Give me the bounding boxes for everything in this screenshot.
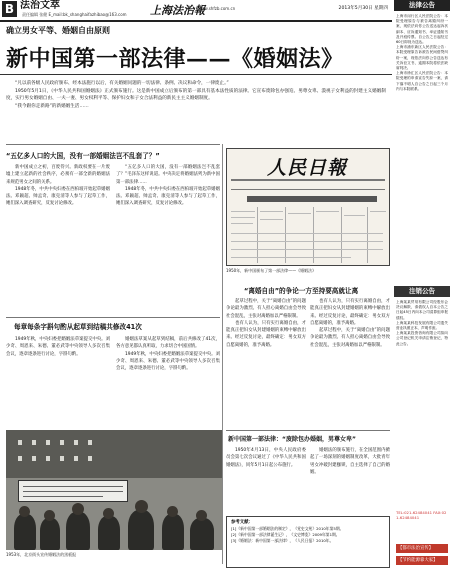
- reference-title: 参考文献：: [231, 520, 253, 525]
- section4-column1: [226, 447, 306, 513]
- staff-line: 责任编辑 张健 E_mail:bk_shanghaifazhibao@163.com: [22, 12, 127, 17]
- cancellation-item: 上海某某贸易有限公司经股东会决议解散，请债权人自本公告之日起45日内向本公司清算组申报债权。: [396, 300, 448, 320]
- sidebar-title: 法律公告: [394, 0, 450, 11]
- column-divider: [222, 144, 223, 564]
- newspaper-logo: 人民日報: [267, 157, 348, 179]
- blackboard-sign: [18, 480, 128, 502]
- reference-item: [1]《新中国第一部婚姻法的制定》，《党史文苑》2010年第5期。: [231, 526, 344, 531]
- notice-list: [396, 14, 448, 284]
- notice-item: 上海市闵行区人民法院公告：本院受理原告与被告离婚纠纷一案，现依法向你公告送达起诉状副本、应诉通知书、举证通知书及开庭传票。自公告之日起经过60日即视为送达。: [396, 14, 448, 45]
- promo-tag[interactable]: 【节约能源靠大家】: [396, 556, 448, 565]
- article-paragraph: 1948年冬，中共中央妇委在西柏坡开始起草婚姻法。邓颖超、帅孟奇、康克清等人参与了起草工作，她们深入调查研究，反复讨论修改。: [6, 186, 110, 207]
- street-photo-caption: 1953年，北京街头宣传婚姻法的黑板报: [6, 552, 77, 557]
- contact-code: TEL:021-62484041 FAX:021-62484041: [396, 510, 447, 521]
- article-paragraph: 起草过程中，关于“离婚自由”的问题争论最为激烈。有人担心离婚自由会导致社会混乱，主张对离婚加以严格限制。: [310, 328, 390, 348]
- article-paragraph: 婚姻法的颁布施行，在全国范围内掀起了一场深刻的婚姻制度改革，大批青年男女冲破封建枷锁，自主选择了自己的婚姻。: [310, 448, 390, 475]
- front-page-photo-caption: 1950年，新中国颁布了第一部法律——《婚姻法》: [226, 268, 317, 273]
- page-headline: 新中国第一部法律——《婚姻法》: [6, 46, 344, 72]
- reference-item: [2]《新中国第一部法律诞生记》，《文史博览》2009年第1期。: [231, 532, 340, 537]
- section1-column1: [6, 164, 110, 314]
- section4-column2: [310, 447, 390, 513]
- divider: [6, 144, 220, 145]
- article-paragraph: 也有人认为，只有实行离婚自由，才能真正把妇女从封建婚姻的束缚中解放出来。经过反复讨论，最终确定：男女双方自愿离婚的，准予离婚。: [310, 299, 390, 326]
- article-paragraph: 婚姻法草案从起草到结稿，前后共修改了41次，各方意见都认真听取，力求切合中国国情。: [116, 337, 220, 350]
- masthead-rule: [0, 20, 392, 22]
- section3-column2: [310, 298, 390, 428]
- headline-kicker: 确立男女平等、婚姻自由原则: [6, 26, 110, 35]
- notice-item: 上海市浦东新区人民法院公告：本院受理原告诉被告民间借贷纠纷一案，现依法向你公告送达有关诉讼文书，逾期本院将依法缺席判决。: [396, 45, 448, 71]
- masthead: [0, 0, 392, 20]
- paper-logo: 上海法治報: [150, 4, 205, 17]
- section1-column2: [116, 164, 220, 314]
- divider: [226, 430, 390, 431]
- promo-tag[interactable]: 【都市法治宣传】: [396, 544, 448, 553]
- page-letter: B: [2, 1, 17, 17]
- lede-paragraph: 1950年5月1日，《中华人民共和国婚姻法》正式颁布施行。这是新中国成立后颁布的第一部具有基本法性质的法律。它宣布废除包办强迫、男尊女卑、漠视子女利益的封建主义婚姻制度，实行男女婚姻自由、一夫一妻、男女权利平等、保护妇女和子女合法利益的新民主主义婚姻制度。: [6, 88, 386, 102]
- cancellation-list: [396, 300, 448, 506]
- section1-title: “五亿多人口的大国，没有一部婚姻法岂不乱套了？”: [6, 152, 160, 160]
- article-paragraph: “五亿多人口的大国，没有一部婚姻法岂不乱套了？”毛泽东这样说道。中央决定将婚姻法列为新中国第一部法律……: [116, 165, 220, 185]
- divider: [6, 317, 220, 318]
- reference-item: [3]《婚姻法：新中国第一部法律》，《人民日报》2010年。: [231, 538, 334, 543]
- sidebar-title-cancellation: 注销公告: [394, 286, 450, 297]
- section3-column1: [226, 298, 306, 428]
- article-paragraph: 1949年秋，中央妇委把婚姻法草案提交中央。刘少奇、周恩来、朱德、董必武等中央领导人多次召集会议，逐章逐条进行讨论，字斟句酌。: [116, 351, 220, 372]
- notice-item: 上海市徐汇区人民法院公告：本院受理的申请宣告失踪一案，请下落不明人自公告之日起三个月内与本院联系。: [396, 71, 448, 91]
- section3-title: “离婚自由”的争论一方至持要高就让离: [244, 287, 359, 295]
- section2-title: 每章每条字斟句酌从起草到结稿共修改41次: [14, 323, 142, 331]
- article-paragraph: 1949年秋，中央妇委把婚姻法草案提交中央。刘少奇、周恩来、朱德、董必武等中央领导人多次召集会议，逐章逐条进行讨论，字斟句酌。: [6, 337, 110, 357]
- reference-box: [226, 516, 390, 568]
- article-paragraph: 新中国成立之初，百废待兴。新政权要在一片废墟上建立起新的社会秩序，必须有一部全新的婚姻法来规范男女之间的关系。: [6, 165, 110, 185]
- newspaper-front-page-photo: [226, 148, 390, 266]
- cancellation-item: 上海某某科技发展有限公司遗失营业执照正本，声明作废。: [396, 320, 448, 331]
- headline-rule: [0, 74, 392, 75]
- article-paragraph: 起草过程中，关于“离婚自由”的问题争论最为激烈。有人担心离婚自由会导致社会混乱，主张对离婚加以严格限制。: [226, 299, 306, 319]
- cancellation-item: 上海某某投资咨询有限公司拟向公司登记机关申请注销登记，特此公告。: [396, 331, 448, 346]
- issue-date: 2013年5月30日 星期四: [338, 6, 388, 11]
- lede-paragraph: “我今跟你走新路”的新婚姻生活……: [15, 103, 89, 109]
- lede-paragraph: “凡以前各级人民政府颁布、经本法施行以后，有关婚姻问题的一切法律、条例、决议和命令，一律废止。”: [15, 81, 229, 86]
- paper-url: www.shfzb.com.cn: [198, 6, 236, 11]
- section4-title: 新中国第一部法律：“废除包办婚姻，男尊女卑”: [228, 436, 356, 443]
- article-paragraph: 也有人认为，只有实行离婚自由，才能真正把妇女从封建婚姻的束缚中解放出来。经过反复讨论，最终确定：男女双方自愿离婚的，准予离婚。: [226, 320, 306, 348]
- section2-column1: [6, 336, 110, 426]
- section-name: 法治文萃: [20, 0, 60, 11]
- section2-column2: [116, 336, 220, 426]
- legal-notice-sidebar: [394, 0, 450, 572]
- article-paragraph: 1950年4月13日，中央人民政府委员会第七次会议通过了《中华人民共和国婚姻法》，同年5月1日起公布施行。: [226, 448, 306, 468]
- lede: [6, 80, 386, 110]
- street-crowd-photo: [6, 430, 222, 550]
- article-paragraph: 1948年冬，中共中央妇委在西柏坡开始起草婚姻法。邓颖超、帅孟奇、康克清等人参与了起草工作，她们深入调查研究，反复讨论修改。: [116, 186, 220, 207]
